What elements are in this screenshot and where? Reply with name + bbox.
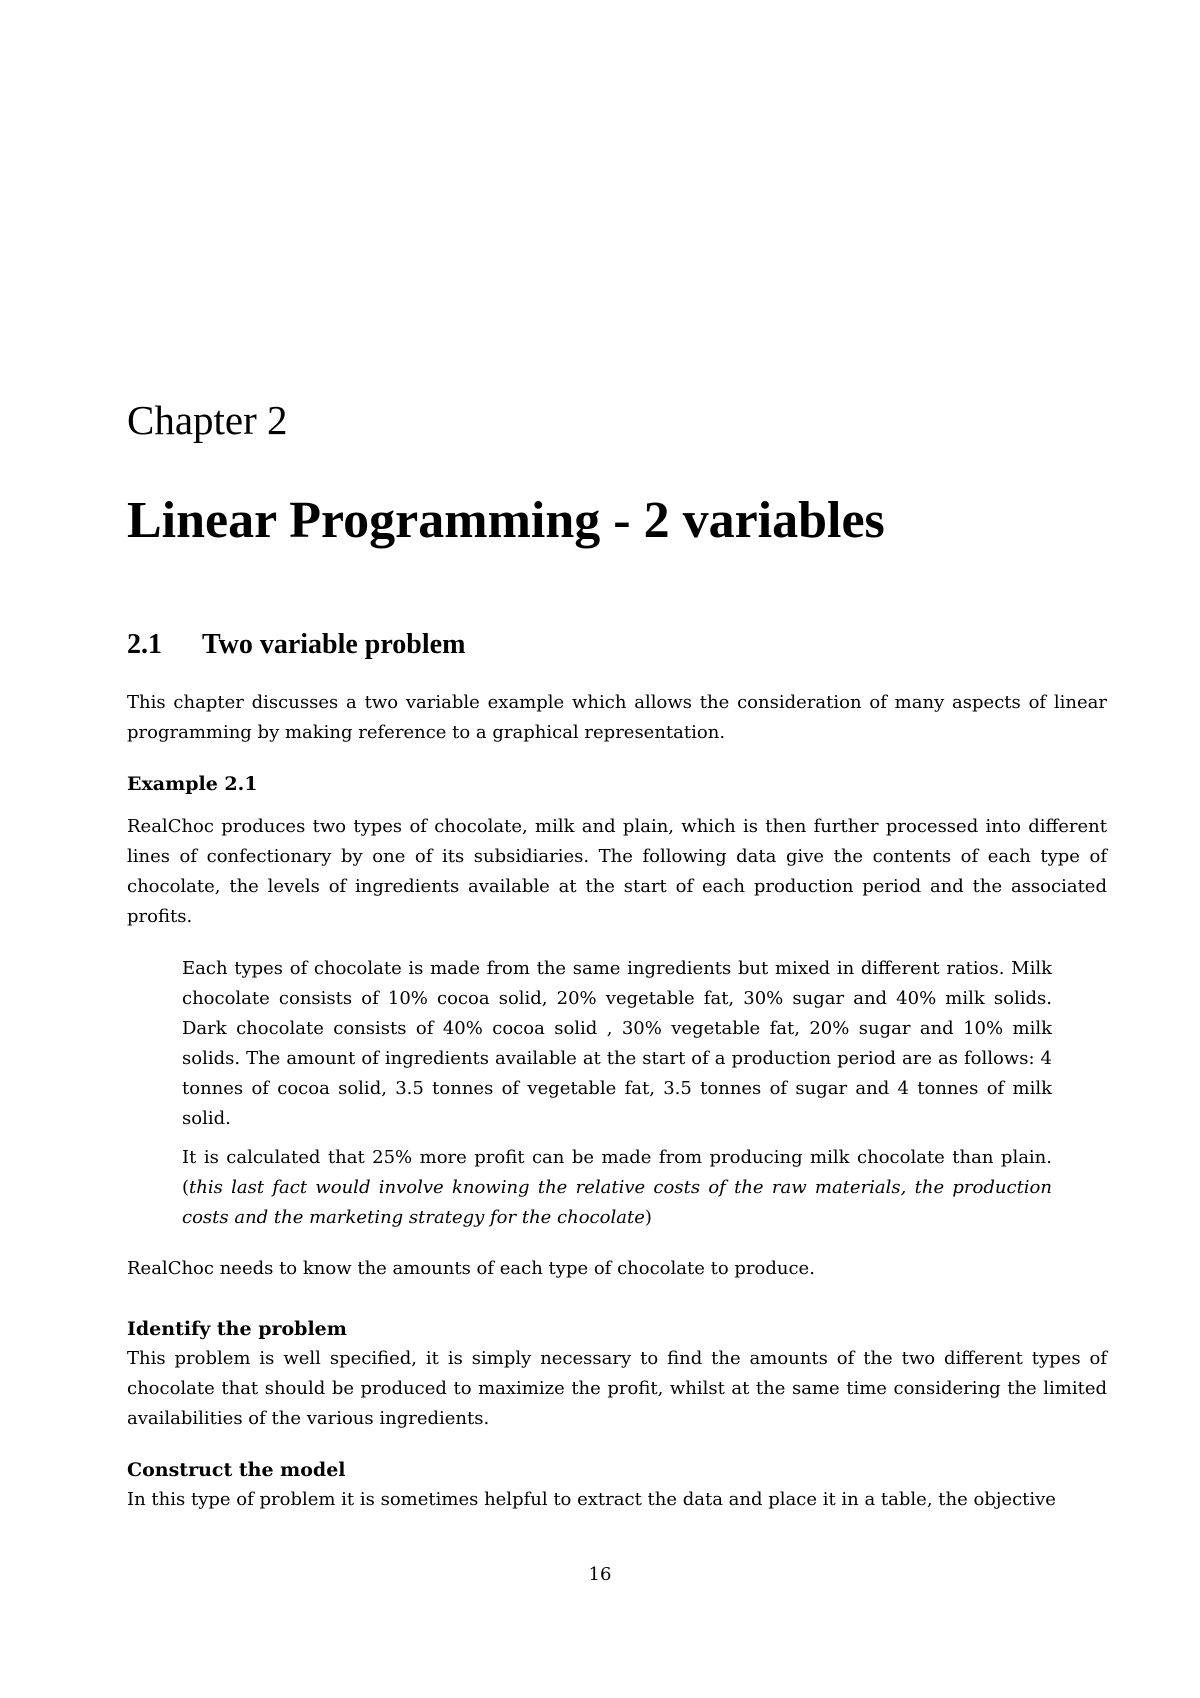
example-quote-paragraph-1: Each types of chocolate is made from the same ingredients but mixed in different ratios. Milk chocolate consists of 10% cocoa solid, 20% vegetable fat, 30% sugar and 40% milk solids. Dark chocolate consists of 40% cocoa solid , 30% vegetable fat, 20% sugar and 10% milk solids. The amount of ingredients available at the start of a production period are as follows: 4 tonnes of cocoa solid, 3.5 tonnes of vegetable fat, 3.5 tonnes of sugar and 4 tonnes of milk solid. bbox=[182, 958, 1052, 1129]
quote-italic-note: this last fact would involve knowing the relative costs of the raw materials, the production costs and the marketing strategy for the chocolate bbox=[182, 1177, 1052, 1228]
example-heading: Example 2.1 bbox=[127, 773, 258, 795]
construct-paragraph: In this type of problem it is sometimes helpful to extract the data and place it in a table, the objective bbox=[127, 1489, 1056, 1510]
construct-heading: Construct the model bbox=[127, 1459, 346, 1481]
section-number: 2.1 bbox=[127, 629, 162, 660]
example-closing-paragraph: RealChoc needs to know the amounts of each type of chocolate to produce. bbox=[127, 1258, 815, 1279]
quote-plain-text: It is calculated that 25% more profit can be made from producing milk chocolate than plain. ( bbox=[182, 1147, 1052, 1198]
quote-close-paren: ) bbox=[644, 1207, 652, 1228]
example-paragraph: RealChoc produces two types of chocolate, milk and plain, which is then further processed into different lines of confectionary by one of its subsidiaries. The following data give the contents of each type of chocolate, the levels of ingredients available at the start of each production period and the associated profits. bbox=[127, 816, 1107, 927]
chapter-title: Linear Programming - 2 variables bbox=[127, 492, 885, 549]
identify-paragraph: This problem is well specified, it is simply necessary to find the amounts of the two different types of chocolate that should be produced to maximize the profit, whilst at the same time considering the limited availabilities of the various ingredients. bbox=[127, 1348, 1107, 1429]
section-title: Two variable problem bbox=[202, 629, 466, 660]
chapter-label: Chapter 2 bbox=[127, 397, 288, 443]
page-number: 16 bbox=[588, 1564, 612, 1585]
section-heading bbox=[127, 628, 465, 662]
intro-paragraph: This chapter discusses a two variable example which allows the consideration of many aspects of linear programming by making reference to a graphical representation. bbox=[127, 692, 1107, 743]
identify-heading: Identify the problem bbox=[127, 1318, 347, 1340]
example-quote-paragraph-2 bbox=[182, 1143, 1052, 1233]
